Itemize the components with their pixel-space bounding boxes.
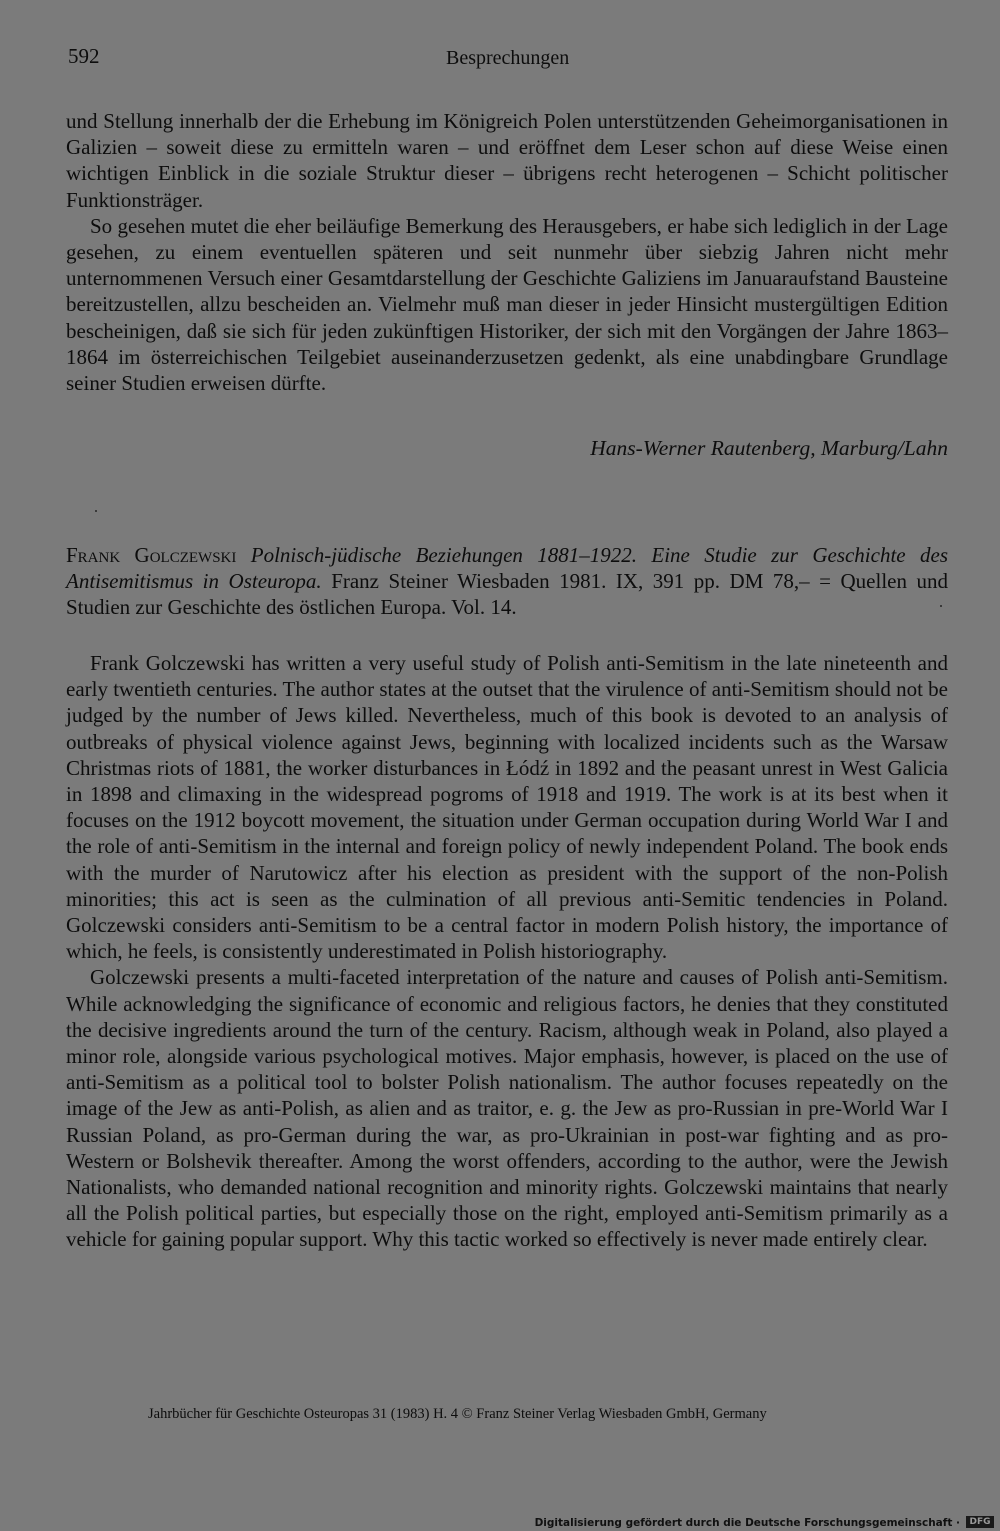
previous-review-paragraph: So gesehen mutet die eher beiläufige Bemerkung des Herausgebers, er habe sich lediglich in der Lage gesehen, zu einem eventuellen späteren und seit nunmehr über siebzig Jahren nicht mehr unternommenen Versuch einer Gesamtdarstellung der Geschichte Galiziens im Januaraufstand Bausteine bereitzustellen, allzu bescheiden an. Vielmehr muß man dieser in jeder Hinsicht mustergültigen Edition bescheinigen, daß sie sich für jeden zukünftigen Historiker, der sich mit den Vorgängen der Jahre 1863–1864 im österreichischen Teilgebiet auseinanderzusetzen gedenkt, als eine unabdingbare Grundlage seiner Studien erweisen dürfte.: [66, 213, 948, 396]
book-author: Frank Golczewski: [66, 543, 237, 567]
reviewer-signature: Hans-Werner Rautenberg, Marburg/Lahn: [590, 436, 948, 460]
scan-speck: [95, 510, 97, 512]
previous-review-text: [66, 108, 948, 396]
book-title: Polnisch-jüdische Beziehungen 1881–1922. Eine Studie zur Geschichte des Antisemitismus in Osteuropa.: [66, 543, 948, 593]
journal-footer: Jahrbücher für Geschichte Osteuropas 31 (1983) H. 4 © Franz Steiner Verlag Wiesbaden GmbH, Germany: [148, 1406, 767, 1422]
review-paragraph: Golczewski presents a multi-faceted interpretation of the nature and causes of Polish anti-Semitism. While acknowledging the significance of economic and religious factors, he denies that they constituted the decisive ingredients around the turn of the century. Racism, although weak in Poland, also played a minor role, alongside various psychological motives. Major emphasis, however, is placed on the use of anti-Semitism as a political tool to bolster Polish nationalism. The author focuses repeatedly on the image of the Jew as anti-Polish, as alien and as traitor, e. g. the Jew as pro-Russian in pre-World War I Russian Poland, as pro-German during the war, as pro-Ukrainian in post-war fighting and as pro-Western or Bolshevik thereafter. Among the worst offenders, according to the author, were the Jewish Nationalists, who demanded national recognition and minority rights. Golczewski maintains that nearly all the Polish political parties, but especially those on the right, employed anti-Semitism primarily as a vehicle for gaining popular support. Why this tactic worked so effectively is never made entirely clear.: [66, 965, 948, 1252]
digitization-bar: [0, 1511, 1000, 1531]
review-paragraph: Frank Golczewski has written a very useful study of Polish anti-Semitism in the late nineteenth and early twentieth centuries. The author states at the outset that the virulence of anti-Semitism should not be judged by the number of Jews killed. Nevertheless, much of this book is devoted to an analysis of outbreaks of physical violence against Jews, beginning with localized incidents such as the Warsaw Christmas riots of 1881, the worker disturbances in Łódź in 1892 and the peasant unrest in West Galicia in 1898 and climaxing in the widespread pogroms of 1918 and 1919. The work is at its best when it focuses on the 1912 boycott movement, the situation under German occupation during World War I and the role of anti-Semitism in the internal and foreign policy of newly independent Poland. The book ends with the murder of Narutowicz after his election as president with the support of the non-Polish minorities; this act is seen as the culmination of all previous anti-Semitic tendencies in Poland. Golczewski considers anti-Semitism to be a central factor in modern Polish history, the importance of which, he feels, is consistently underestimated in Polish historiography.: [66, 651, 948, 964]
page-number: 592: [68, 44, 100, 68]
book-entry: [66, 542, 948, 620]
digitization-notice: Digitalisierung gefördert durch die Deutsche Forschungsgemeinschaft ·: [534, 1517, 960, 1529]
previous-review-paragraph: und Stellung innerhalb der die Erhebung im Königreich Polen unterstützenden Geheimorganisationen in Galizien – soweit diese zu ermitteln waren – und eröffnet dem Leser schon auf diese Weise einen wichtigen Einblick in die soziale Struktur dieser – übrigens recht heterogenen – Schicht politischer Funktionsträger.: [66, 109, 948, 212]
dfg-logo-icon: DFG: [966, 1516, 994, 1528]
review-text: [66, 650, 948, 1253]
book-publication: Franz Steiner Wiesbaden 1981. IX, 391 pp. DM 78,– = Quellen und Studien zur Geschichte des östlichen Europa. Vol. 14.: [66, 569, 949, 619]
running-head: Besprechungen: [446, 47, 570, 69]
